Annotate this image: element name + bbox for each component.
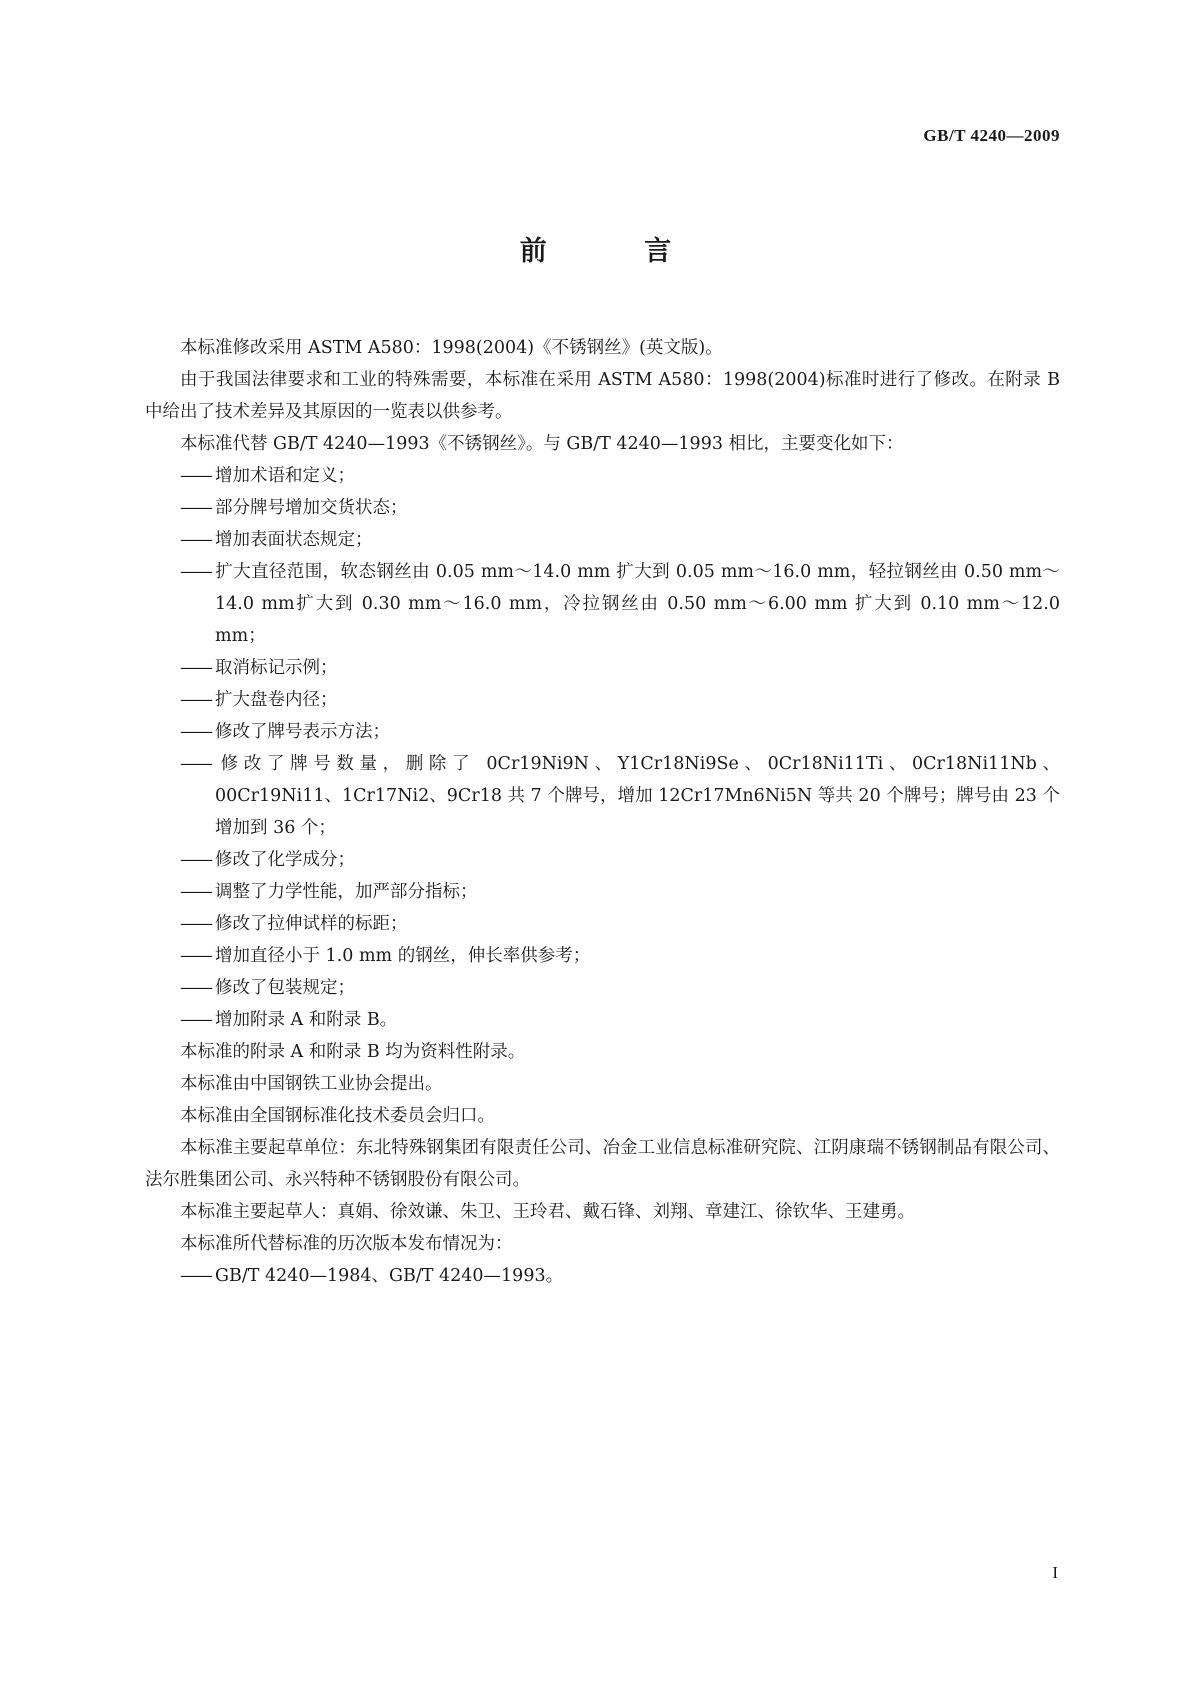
dash-marker: —— — [180, 498, 211, 518]
dash-marker: —— — [180, 850, 211, 870]
history-item — [145, 1260, 1060, 1292]
paragraph-replacement: 本标准代替 GB/T 4240—1993《不锈钢丝》。与 GB/T 4240—1993 相比，主要变化如下： — [180, 434, 904, 454]
list-item — [145, 908, 1060, 940]
list-item-text: 修改了包装规定； — [215, 978, 355, 998]
list-item — [145, 844, 1060, 876]
dash-marker: —— — [180, 530, 211, 550]
list-item — [145, 748, 1060, 844]
dash-marker: —— — [180, 914, 211, 934]
dash-marker: —— — [180, 978, 211, 998]
list-item — [145, 876, 1060, 908]
history-item-text: GB/T 4240—1984、GB/T 4240—1993。 — [215, 1266, 564, 1286]
list-item — [145, 1004, 1060, 1036]
standard-code: GB/T 4240—2009 — [923, 126, 1060, 145]
list-item-text: 修改了拉伸试样的标距； — [215, 914, 408, 934]
list-item-text: 扩大直径范围，软态钢丝由 0.05 mm～14.0 mm 扩大到 0.05 mm～16.0 mm，轻拉钢丝由 0.50 mm～14.0 mm扩大到 0.30 mm～16.0 mm，冷拉钢丝由 0.50 mm～6.00 mm 扩大到 0.10 mm～12.0 mm； — [215, 562, 1060, 646]
dash-marker: —— — [180, 690, 211, 710]
page-number: I — [1052, 1563, 1058, 1582]
paragraph-history-intro: 本标准所代替标准的历次版本发布情况为： — [180, 1234, 513, 1254]
paragraph-drafters: 本标准主要起草人：真娟、徐效谦、朱卫、王玲君、戴石锋、刘翔、章建江、徐钦华、王建勇。 — [180, 1202, 915, 1222]
dash-marker: —— — [180, 466, 211, 486]
changes-list — [145, 460, 1060, 1036]
list-item-text: 修改了化学成分； — [215, 850, 355, 870]
list-item — [145, 972, 1060, 1004]
dash-marker: —— — [180, 882, 211, 902]
dash-marker: —— — [180, 722, 211, 742]
paragraph-drafting-units: 本标准主要起草单位：东北特殊钢集团有限责任公司、冶金工业信息标准研究院、江阴康瑞不锈钢制品有限公司、法尔胜集团公司、永兴特种不锈钢股份有限公司。 — [145, 1138, 1060, 1190]
list-item-text: 增加表面状态规定； — [215, 530, 373, 550]
paragraph-annex-note: 本标准的附录 A 和附录 B 均为资料性附录。 — [180, 1042, 526, 1062]
list-item-text: 部分牌号增加交货状态； — [215, 498, 408, 518]
dash-marker: —— — [180, 562, 211, 582]
list-item — [145, 460, 1060, 492]
list-item — [145, 492, 1060, 524]
dash-marker: —— — [180, 946, 211, 966]
list-item-text: 增加直径小于 1.0 mm 的钢丝，伸长率供参考； — [215, 946, 591, 966]
list-item — [145, 556, 1060, 652]
list-item — [145, 940, 1060, 972]
list-item — [145, 716, 1060, 748]
dash-marker: —— — [180, 1010, 211, 1030]
list-item — [145, 524, 1060, 556]
paragraph-modification: 由于我国法律要求和工业的特殊需要，本标准在采用 ASTM A580：1998(2004)标准时进行了修改。在附录 B 中给出了技术差异及其原因的一览表以供参考。 — [145, 370, 1060, 422]
paragraph-proposer: 本标准由中国钢铁工业协会提出。 — [180, 1074, 443, 1094]
list-item — [145, 652, 1060, 684]
list-item-text: 调整了力学性能，加严部分指标； — [215, 882, 478, 902]
list-item-text: 修改了牌号表示方法； — [215, 722, 390, 742]
dash-marker: —— — [180, 658, 211, 678]
page-title: 前 言 — [519, 236, 716, 267]
list-item-text: 扩大盘卷内径； — [215, 690, 338, 710]
list-item — [145, 684, 1060, 716]
paragraph-committee: 本标准由全国钢标准化技术委员会归口。 — [180, 1106, 495, 1126]
dash-marker: —— — [180, 754, 211, 774]
dash-marker: —— — [180, 1266, 211, 1286]
list-item-text: 取消标记示例； — [215, 658, 338, 678]
list-item-text: 增加附录 A 和附录 B。 — [215, 1010, 398, 1030]
paragraph-adoption: 本标准修改采用 ASTM A580：1998(2004)《不锈钢丝》(英文版)。 — [180, 338, 723, 358]
list-item-text: 修改了牌号数量，删除了 0Cr19Ni9N、Y1Cr18Ni9Se、0Cr18Ni11Ti、0Cr18Ni11Nb、00Cr19Ni11、1Cr17Ni2、9Cr18 共 7 个牌号，增加 12Cr17Mn6Ni5N 等共 20 个牌号；牌号由 23 个增加到 36 个； — [215, 754, 1060, 838]
list-item-text: 增加术语和定义； — [215, 466, 355, 486]
foreword-body — [145, 332, 1060, 1292]
